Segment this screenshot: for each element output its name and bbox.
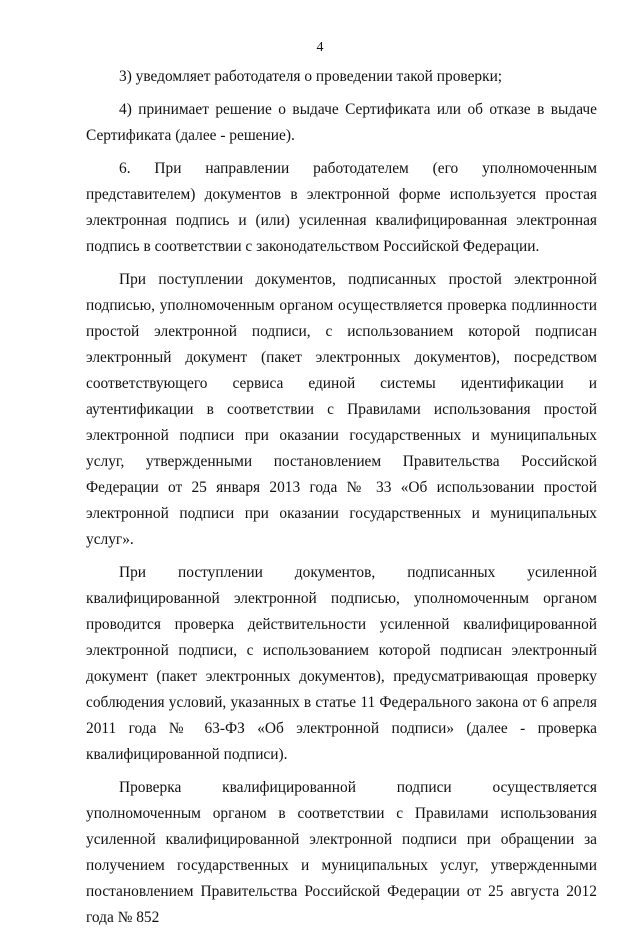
paragraph-item-3: 3) уведомляет работодателя о проведении такой проверки; — [119, 68, 503, 85]
page-number: 4 — [316, 40, 324, 55]
document-body — [86, 64, 597, 931]
paragraph-clause-6: 6. При направлении работодателем (его уполномоченным представителем) документов в электронной форме используется простая электронная подпись и (или) усиленная квалифицированная электронная подпись в соответствии с законодательством Российской Федерации. — [86, 160, 597, 255]
paragraph-qualified-signature-rules: Проверка квалифицированной подписи осуществляется уполномоченным органом в соответствии с Правилами использования усиленной квалифицированной электронной подписи при обращении за получением государственных и муниципальных услуг, утвержденными постановлением Правительства Российской Федерации от 25 августа 2012 года № 852 — [86, 779, 597, 926]
paragraph-simple-signature-check: При поступлении документов, подписанных простой электронной подписью, уполномоченным органом осуществляется проверка подлинности простой электронной подписи, с использованием которой подписан электронный документ (пакет электронных документов), посредством соответствующего сервиса единой системы идентификации и аутентификации в соответствии с Правилами использования простой электронной подписи при оказании государственных и муниципальных услуг, утвержденными постановлением Правительства Российской Федерации от 25 января 2013 года № 33 «Об использовании простой электронной подписи при оказании государственных и муниципальных услуг». — [86, 271, 597, 548]
paragraph-qualified-signature-check: При поступлении документов, подписанных усиленной квалифицированной электронной подписью, уполномоченным органом проводится проверка действительности усиленной квалифицированной электронной подписи, с использованием которой подписан электронный документ (пакет электронных документов), предусматривающая проверку соблюдения условий, указанных в статье 11 Федерального закона от 6 апреля 2011 года № 63-ФЗ «Об электронной подписи» (далее - проверка квалифицированной подписи). — [86, 564, 597, 763]
paragraph-item-4: 4) принимает решение о выдаче Сертификата или об отказе в выдаче Сертификата (далее - решение). — [86, 101, 597, 144]
